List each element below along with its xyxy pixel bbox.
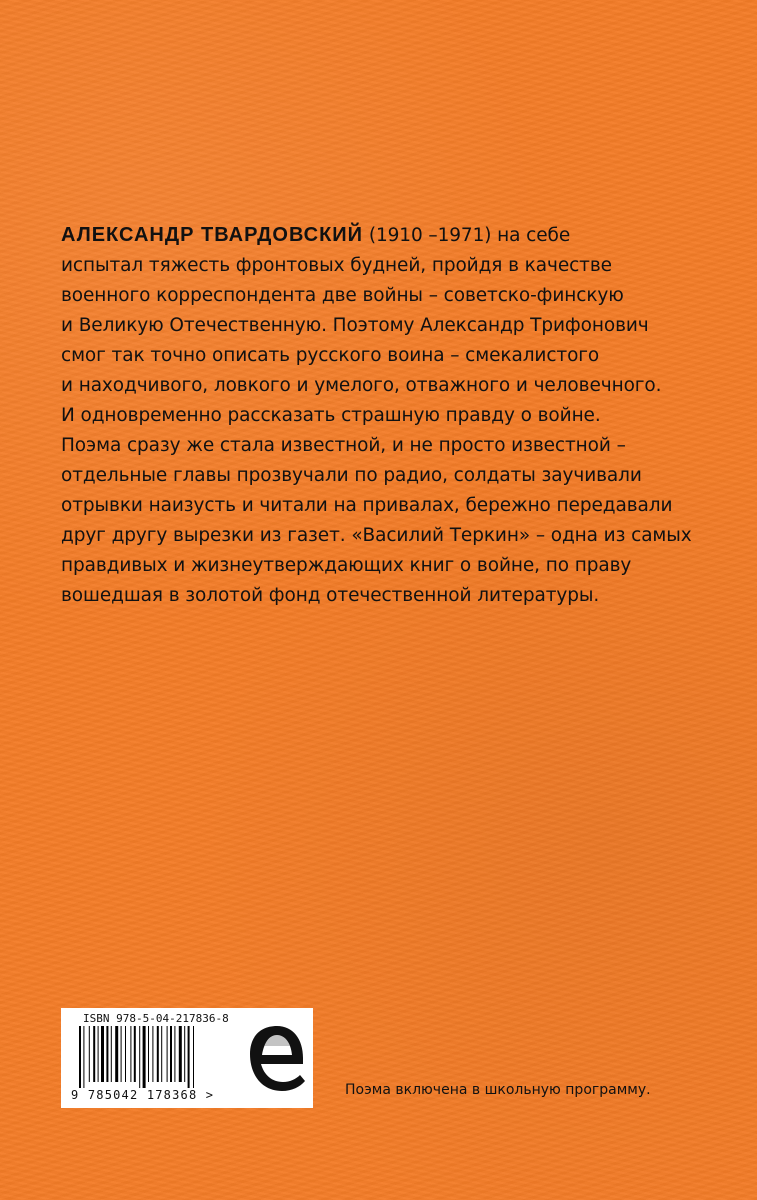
barcode-bar: [193, 1026, 194, 1088]
barcode-bar: [167, 1026, 168, 1082]
barcode-bar: [115, 1026, 118, 1082]
description-text: на себе испытал тяжесть фронтовых будней, пройдя в качестве военного корреспондента две войны – советско-финскую и Великую Отечественную. Поэтому Александр Трифонович смог так точно описать русского воина – смекалистого и находчивого, ловкого и умелого, отважного и человечного. И одновременно рассказать страшную правду о войне. Поэма сразу же стала известной, и не просто известной – отдельные главы прозвучали по радио, солдаты заучивали отрывки наизусть и читали на привалах, бережно передавали друг другу вырезки из газет. «Василий Теркин» – одна из самых правдивых и жизнеутверждающих книг о войне, по праву вошедшая в золотой фонд отечественной литературы.: [61, 225, 692, 606]
isbn-label: ISBN 978-5-04-217836-8: [83, 1012, 229, 1025]
barcode-bar: [184, 1026, 185, 1082]
barcode-bar: [139, 1026, 140, 1088]
publisher-logo-icon: [247, 1022, 307, 1096]
school-program-note: Поэма включена в школьную программу.: [345, 1082, 651, 1098]
barcode-bar: [89, 1026, 90, 1082]
barcode-bar: [174, 1026, 175, 1082]
barcode-bar: [121, 1026, 122, 1082]
author-years: (1910 –1971): [363, 225, 492, 246]
barcode-bar: [170, 1026, 172, 1082]
barcode-bar: [79, 1026, 81, 1088]
barcode-bar: [83, 1026, 84, 1088]
barcode-digits: 9 785042 178368 >: [71, 1088, 215, 1102]
barcode-bar: [188, 1026, 190, 1088]
barcode-bar: [125, 1026, 126, 1082]
barcode-bar: [111, 1026, 112, 1082]
barcode-bar: [152, 1026, 153, 1082]
barcode-bar: [148, 1026, 149, 1082]
barcode-bar: [101, 1026, 104, 1082]
barcode-bar: [157, 1026, 159, 1082]
barcode-bar: [143, 1026, 146, 1088]
author-name: АЛЕКСАНДР ТВАРДОВСКИЙ: [61, 224, 364, 246]
barcode-bar: [130, 1026, 131, 1082]
book-description: [61, 190, 703, 641]
description-paragraph: [61, 220, 703, 611]
barcode-bar: [93, 1026, 95, 1082]
barcode-bar: [179, 1026, 182, 1082]
barcode-panel: [61, 1008, 313, 1108]
barcode-icon: [77, 1026, 241, 1096]
barcode-bar: [106, 1026, 108, 1082]
barcode-bar: [98, 1026, 99, 1082]
barcode-bar: [161, 1026, 162, 1082]
barcode-bar: [134, 1026, 136, 1082]
